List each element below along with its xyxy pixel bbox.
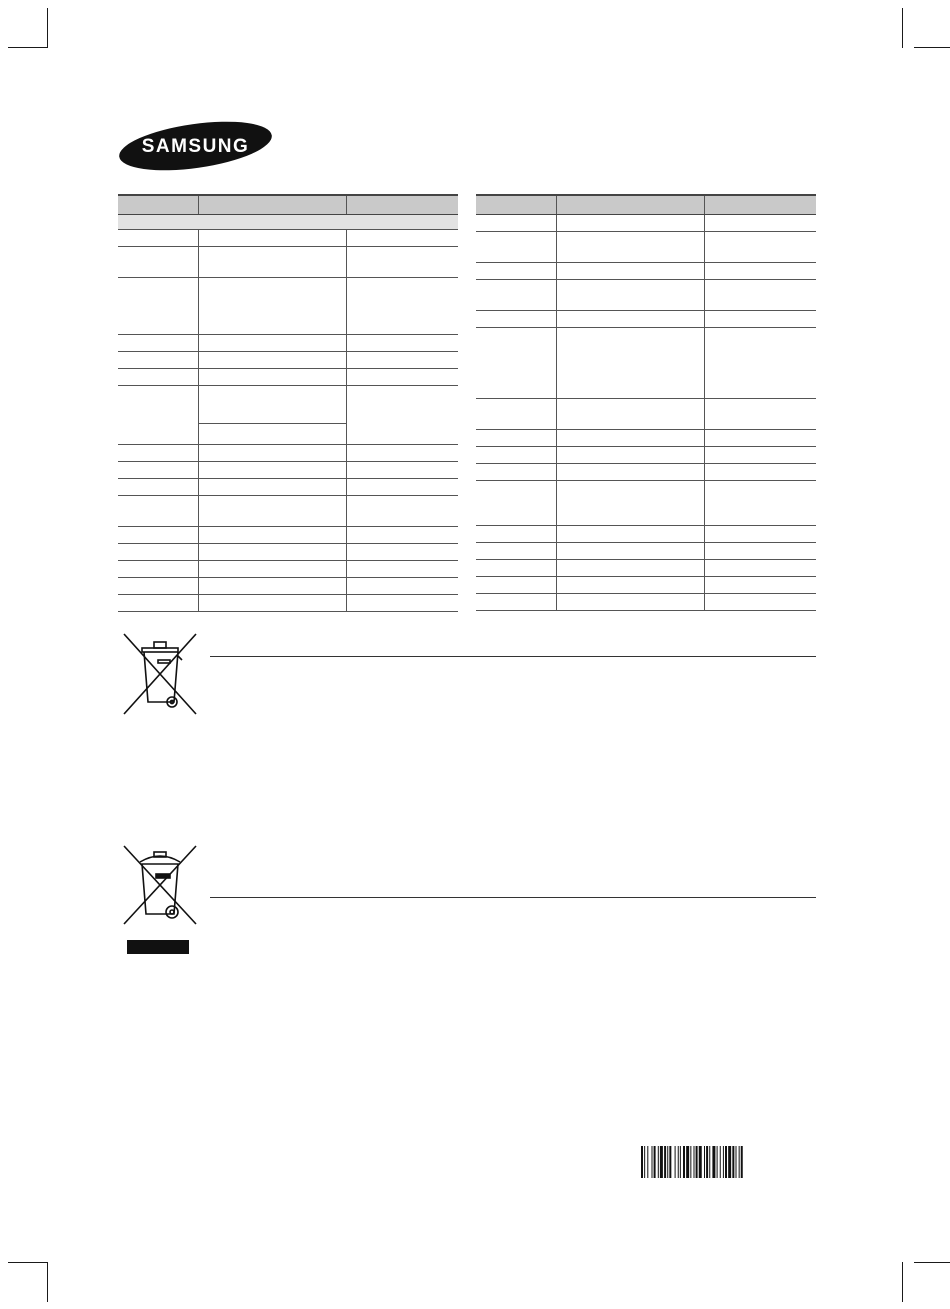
table-cell bbox=[198, 335, 346, 352]
table-header-cell bbox=[198, 195, 346, 215]
table-row bbox=[476, 594, 816, 611]
barcode-bar bbox=[675, 1146, 676, 1178]
table-cell bbox=[198, 561, 346, 578]
table-cell bbox=[556, 594, 704, 611]
barcode-bar bbox=[741, 1146, 743, 1178]
table-header-row bbox=[476, 195, 816, 215]
table-header-cell bbox=[704, 195, 816, 215]
barcode-bar bbox=[690, 1146, 691, 1178]
table-cell bbox=[704, 543, 816, 560]
barcode-bar bbox=[704, 1146, 705, 1178]
table-section-cell bbox=[118, 215, 458, 230]
table-row bbox=[476, 464, 816, 481]
table-cell bbox=[118, 352, 198, 369]
table-cell bbox=[118, 561, 198, 578]
table-cell bbox=[476, 481, 556, 526]
table-cell bbox=[118, 445, 198, 462]
table-cell bbox=[476, 526, 556, 543]
table-cell bbox=[476, 560, 556, 577]
barcode-icon bbox=[641, 1146, 817, 1178]
table-cell bbox=[198, 479, 346, 496]
table-row bbox=[118, 278, 458, 335]
table-cell bbox=[118, 278, 198, 335]
barcode-bar bbox=[664, 1146, 666, 1178]
table-row bbox=[118, 544, 458, 561]
table-cell bbox=[704, 560, 816, 577]
table-cell bbox=[198, 386, 346, 445]
table-cell bbox=[198, 544, 346, 561]
table-cell bbox=[118, 496, 198, 527]
table-cell bbox=[556, 543, 704, 560]
table-cell bbox=[118, 578, 198, 595]
barcode-bar bbox=[717, 1146, 718, 1178]
crop-mark bbox=[47, 1262, 48, 1302]
table-cell bbox=[346, 479, 458, 496]
table-cell bbox=[704, 481, 816, 526]
table-row bbox=[118, 595, 458, 612]
table-cell bbox=[118, 544, 198, 561]
table-cell bbox=[704, 594, 816, 611]
table-cell bbox=[198, 496, 346, 527]
table-row bbox=[476, 447, 816, 464]
table-row bbox=[476, 577, 816, 594]
table-row bbox=[476, 232, 816, 263]
barcode-bar bbox=[736, 1146, 737, 1178]
barcode-bar bbox=[699, 1146, 702, 1178]
table-cell bbox=[556, 232, 704, 263]
table-cell bbox=[476, 280, 556, 311]
table-cell bbox=[556, 399, 704, 430]
table-cell bbox=[118, 527, 198, 544]
table-row bbox=[476, 399, 816, 430]
table-cell bbox=[198, 445, 346, 462]
table-cell bbox=[346, 247, 458, 278]
table-row bbox=[476, 263, 816, 280]
table-cell bbox=[346, 386, 458, 445]
table-cell bbox=[704, 215, 816, 232]
table-cell bbox=[346, 335, 458, 352]
barcode-bar bbox=[667, 1146, 668, 1178]
table-row bbox=[476, 543, 816, 560]
barcode-bar bbox=[654, 1146, 656, 1178]
barcode-bar bbox=[732, 1146, 734, 1178]
table-cell bbox=[704, 280, 816, 311]
table-row bbox=[118, 352, 458, 369]
crop-mark bbox=[914, 1262, 950, 1263]
table-row bbox=[118, 578, 458, 595]
table-cell bbox=[704, 311, 816, 328]
table-cell bbox=[476, 577, 556, 594]
table-cell bbox=[346, 230, 458, 247]
barcode-bar bbox=[652, 1146, 653, 1178]
samsung-logo bbox=[118, 120, 273, 172]
table-cell bbox=[198, 278, 346, 335]
table-cell bbox=[198, 578, 346, 595]
table-row bbox=[118, 230, 458, 247]
contact-table-right bbox=[476, 194, 816, 611]
divider bbox=[210, 897, 816, 898]
table-section-band bbox=[118, 215, 458, 230]
barcode-bar bbox=[644, 1146, 645, 1178]
table-cell bbox=[346, 595, 458, 612]
table-header-cell bbox=[118, 195, 198, 215]
table-cell bbox=[556, 430, 704, 447]
table-cell bbox=[346, 352, 458, 369]
table-header-row bbox=[118, 195, 458, 215]
table-cell bbox=[118, 479, 198, 496]
table-row bbox=[118, 247, 458, 278]
table-cell bbox=[346, 496, 458, 527]
table-cell bbox=[346, 527, 458, 544]
table-cell bbox=[198, 352, 346, 369]
table-cell bbox=[556, 447, 704, 464]
table-cell bbox=[704, 399, 816, 430]
barcode-bar bbox=[647, 1146, 648, 1178]
table-cell bbox=[346, 278, 458, 335]
barcode-bar bbox=[678, 1146, 679, 1178]
crop-mark bbox=[8, 1262, 48, 1263]
barcode-bar bbox=[712, 1146, 715, 1178]
table-cell bbox=[476, 543, 556, 560]
table-cell bbox=[198, 369, 346, 386]
crop-mark bbox=[8, 47, 48, 48]
crop-mark bbox=[902, 1262, 903, 1302]
table-row bbox=[476, 215, 816, 232]
table-row bbox=[118, 335, 458, 352]
table-cell bbox=[346, 445, 458, 462]
table-cell bbox=[476, 215, 556, 232]
table-cell bbox=[476, 464, 556, 481]
table-cell bbox=[704, 464, 816, 481]
barcode-bar bbox=[720, 1146, 721, 1178]
table-cell bbox=[556, 526, 704, 543]
table-cell bbox=[476, 447, 556, 464]
table-cell bbox=[346, 462, 458, 479]
divider bbox=[210, 656, 816, 657]
table-row bbox=[476, 430, 816, 447]
table-cell bbox=[704, 526, 816, 543]
table-cell bbox=[704, 577, 816, 594]
barcode-bar bbox=[669, 1146, 671, 1178]
table-cell bbox=[556, 560, 704, 577]
table-cell bbox=[346, 578, 458, 595]
table-cell bbox=[198, 595, 346, 612]
table-header-cell bbox=[346, 195, 458, 215]
barcode-bar bbox=[694, 1146, 695, 1178]
table-cell bbox=[346, 369, 458, 386]
table-row bbox=[118, 462, 458, 479]
logo-wordmark: SAMSUNG bbox=[141, 136, 250, 157]
table-cell bbox=[198, 462, 346, 479]
barcode-bar bbox=[709, 1146, 710, 1178]
table-cell bbox=[556, 577, 704, 594]
table-cell bbox=[198, 247, 346, 278]
contact-table-left bbox=[118, 194, 458, 612]
table-cell bbox=[118, 595, 198, 612]
table-cell bbox=[118, 335, 198, 352]
barcode-bar bbox=[728, 1146, 731, 1178]
table-cell bbox=[556, 280, 704, 311]
table-row bbox=[118, 561, 458, 578]
table-cell bbox=[476, 232, 556, 263]
table-row bbox=[476, 311, 816, 328]
table-cell bbox=[476, 594, 556, 611]
crossed-out-wheelie-bin-battery-icon bbox=[118, 842, 202, 930]
table-cell bbox=[118, 230, 198, 247]
table-header-cell bbox=[476, 195, 556, 215]
table-cell bbox=[556, 215, 704, 232]
table-cell bbox=[198, 527, 346, 544]
barcode-bar bbox=[683, 1146, 685, 1178]
table-row bbox=[118, 369, 458, 386]
table-cell bbox=[346, 544, 458, 561]
crossed-out-wheelie-bin-icon bbox=[118, 630, 202, 718]
barcode-bar bbox=[725, 1146, 727, 1178]
barcode-bar bbox=[641, 1146, 643, 1178]
table-cell bbox=[118, 247, 198, 278]
barcode-bar bbox=[696, 1146, 698, 1178]
table-row bbox=[118, 527, 458, 544]
battery-chemical-label bbox=[127, 940, 189, 954]
table-cell bbox=[704, 447, 816, 464]
table-row bbox=[476, 280, 816, 311]
table-cell bbox=[556, 263, 704, 280]
table-cell bbox=[704, 232, 816, 263]
barcode-bar bbox=[723, 1146, 724, 1178]
table-cell bbox=[118, 369, 198, 386]
table-cell bbox=[346, 561, 458, 578]
table-cell bbox=[198, 230, 346, 247]
table-cell bbox=[704, 430, 816, 447]
table-cell bbox=[556, 328, 704, 399]
table-row bbox=[118, 445, 458, 462]
barcode-bar bbox=[686, 1146, 689, 1178]
table-cell bbox=[556, 481, 704, 526]
table-subcell bbox=[199, 406, 346, 423]
table-row bbox=[476, 328, 816, 399]
barcode-bar bbox=[658, 1146, 659, 1178]
table-row bbox=[118, 496, 458, 527]
table-cell bbox=[704, 263, 816, 280]
table-cell bbox=[476, 311, 556, 328]
crop-mark bbox=[902, 8, 903, 48]
table-row bbox=[118, 479, 458, 496]
table-cell bbox=[476, 328, 556, 399]
table-cell bbox=[704, 328, 816, 399]
barcode-bar bbox=[680, 1146, 681, 1178]
table-header-cell bbox=[556, 195, 704, 215]
table-cell bbox=[476, 399, 556, 430]
crop-mark bbox=[914, 47, 950, 48]
table-cell bbox=[556, 464, 704, 481]
table-cell bbox=[476, 263, 556, 280]
table-row bbox=[476, 560, 816, 577]
barcode-bar bbox=[739, 1146, 740, 1178]
table-row bbox=[118, 386, 458, 445]
table-row bbox=[476, 481, 816, 526]
table-cell bbox=[118, 462, 198, 479]
crop-mark bbox=[47, 8, 48, 48]
table-cell bbox=[476, 430, 556, 447]
table-cell bbox=[118, 386, 198, 445]
barcode-bar bbox=[660, 1146, 663, 1178]
table-cell bbox=[556, 311, 704, 328]
table-row bbox=[476, 526, 816, 543]
barcode-bar bbox=[706, 1146, 708, 1178]
